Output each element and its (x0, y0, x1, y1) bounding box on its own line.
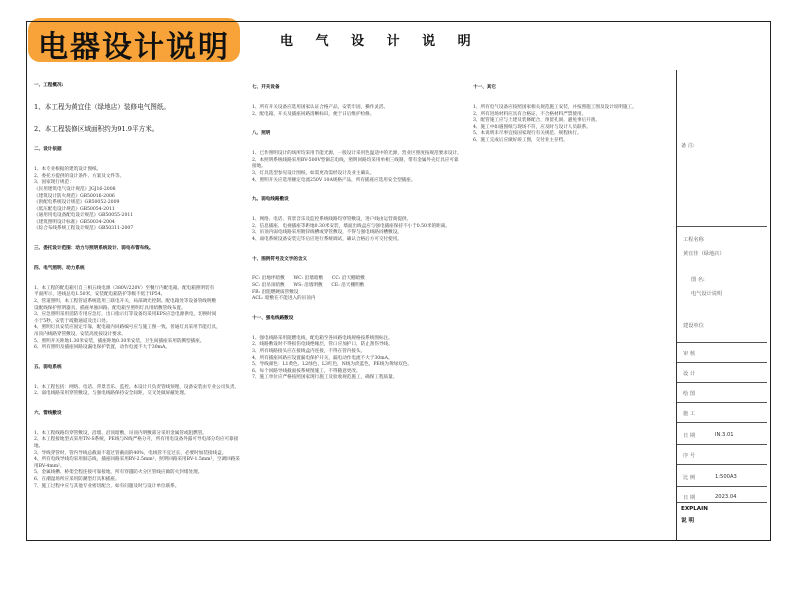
section-heading: 五、弱电系统 (34, 364, 62, 370)
drawing-value: 电气设计说明 (691, 291, 723, 297)
section-heading: 一、工程概况: (34, 83, 64, 89)
client-label: 建设单位 (683, 323, 704, 329)
section-heading: 七、开关设备 (252, 85, 280, 91)
section-heading: 二、设计依据 (34, 147, 62, 153)
divider (677, 444, 767, 445)
divider (677, 464, 767, 465)
legend-table: FC: 沿地坪暗敷 WC: 沿墙暗敷 CC: 沿天棚暗敷 SC: 沿吊顶暗敷 WS: 沿墙明敷 CE: 沿天棚明敷 FR: 沿阻燃硬质管敷设 ACL: 暗敷在不能进入的吊顶内 (252, 276, 365, 302)
overview-line: 2、本工程装修区域面积约为91.9平方米。 (34, 125, 159, 134)
section-body: 1、网络、电话、背景音乐及监控系统线路均穿管敷设，进户线由运营商提供。 2、信息插座、电视插座等距地0.30米安装，墙面出线盒应与强电插座保持不小于0.50米的距离。 3、吊顶内弱电线路采用镀锌线槽或穿管敷设，不得与强电线路同槽敷设。 4、弱电系统设备安装完毕后应进行系统调试，确认合格后方可交付使用。 (252, 217, 450, 242)
divider (677, 362, 767, 363)
review-label: 审 核 (683, 351, 696, 357)
divider (677, 502, 767, 503)
scale-value: 1:500A3 (715, 474, 737, 480)
drawing-label: 图 名: (691, 277, 705, 283)
explain-label-cn: 说 明 (681, 518, 695, 524)
date-value: IN.3.01 (715, 432, 734, 438)
section-heading: 十一、其它 (473, 85, 496, 91)
section-heading: 四、电气照明、动力系统 (34, 266, 85, 272)
construct-label: 施 工 (683, 411, 696, 417)
badge-text: 电器设计说明 (38, 30, 230, 65)
section-body: 1、所有电气设备应按照国家相关规范施工安装，并按照施工图及设计说明施工。 2、所有进场材料应具有合格证，不合格材料严禁使用。 3、配管施工应与土建及装修配合，预留孔洞，避免事后开凿。 4、施工中如遇图纸与现场不符，应及时与设计人员联系。 5、本说明未尽事宜按国家现行有关规范、规程执行。 6、施工完成后应做好竣工图，交付业主存档。 (473, 104, 637, 143)
draw-label: 绘 图 (683, 391, 696, 397)
section-heading: 九、弱电线路敷设 (252, 197, 289, 203)
section-heading: 十一、强电线路敷设 (252, 315, 294, 321)
column-1 (34, 70, 244, 510)
design-label: 设 计 (683, 371, 696, 377)
document-title: 电 气 设 计 说 明 (280, 34, 480, 49)
divider (677, 402, 767, 403)
divider (677, 226, 767, 227)
section-body: 1、本工程的配电箱引自三相五线电源（380V/220V）至餐厅内配电箱。配电箱照明装有 平面所示，进线总电1.50米，安装配电箱防护等级不低于IP54。 2、管道照明，本工程管道系统选用三联电开关，局部调光控制。配电箱处等设备管线明敷 设配线保护照明器具，插座单独回路。配电箱至照明灯具用暗敷管线布置。 3、应急照明采用消防专用应急灯，出口指示灯等设备均采用EPS应急电源供电，切换时间 小于5秒，安装于疏散通道及出口处。 4、照明灯具安装应固定牢靠，配电箱内回路编号应与施工图一致。普通灯具采用节能灯具， 吊顶内线路穿管敷设，安装高度按设计要求。 5、照明开关距地1.30米安装，插座距地0.30米安装，卫生间插座采用防溅型插座。 6、所有照明及插座回路设漏电保护装置，动作电流不大于30mA。 (34, 285, 221, 351)
section-heading: 六、管线敷设 (34, 411, 62, 417)
section-body: 1、强电线路采用阻燃电线，配电箱至各回路电线规格按系统图标注。 2、线路敷设时不得损伤电线绝缘层，管口应加护口，防止刮伤导线。 3、所有线路接头应在接线盒内连接，不得在管内接头。 4、所有插座回路应设置漏电保护开关，漏电动作电流不大于30mA。 5、导线颜色：L1黄色、L2绿色、L3红色，N线为淡蓝色，PE线为黄绿双色。 6、每个回路导线截面按系统图施工，不得随意更改。 7、施工单位应严格按照国家现行施工及验收规范施工，确保工程质量。 (252, 335, 412, 381)
divider (677, 382, 767, 383)
title-block-panel (676, 70, 767, 540)
section-heading: 八、照明 (252, 131, 271, 137)
day-value: 2023.04 (715, 494, 737, 500)
overview-line: 1、本工程为黄宜佳（绿地店）装修电气图纸。 (34, 102, 171, 111)
project-label: 工程名称 (683, 237, 704, 243)
day-label: 日 期 (683, 495, 696, 501)
seq-label: 序 号 (683, 453, 696, 459)
section-body: 1、本专业根据的建筑设计图纸。 2、委托方提供的设计条件、方案及文件等。 3、国家现行规范： 《民用建筑电气设计规范》JGJ16-2008 《建筑设计防火规范》GB50016-2006 《供配电系统设计规范》GB50052-2009 《低压配电设计规范》GB50054-2011 《通用用电设备配电设计规范》GB50055-2011 《建筑照明设计标准》GB50034-2004 《综合布线系统工程设计规范》GB50311-2007 (34, 167, 134, 232)
section-body: 1、本工程线路均穿管敷设，沿墙、沿顶暗敷，吊顶内明敷部分采用金属管或阻燃管。 2、本工程接地型式采用TN-S系统，PE线与N线严格分开，所有用电设备外露可导电部分均应可靠接地。 3、导线穿管时，管内导线总截面不超过管截面的40%，电线管不宜过长，必要时加装接线盒。 4、所有电线导线均采用铜芯线，插座回路采用BV-2.5mm²，照明回路采用BV-1.5mm²，空调回路采用BV-4mm²。 5、金属线槽、桥架全程连接可靠接地，所有穿越防火分区管线应做防火封堵处理。 6、在潮湿场所应采用防潮型灯具和插座。 7、施工过程中应与其他专业密切配合，如有问题及时与设计单位联系。 (34, 430, 240, 489)
section-heading: 三、委托设计范围：动力与照明系统设计、弱电布管布线。 (34, 246, 154, 252)
column-2 (252, 72, 462, 512)
scale-label: 比 例 (683, 475, 696, 481)
section-body: 1、所有开关设备应选用国家认证合格产品，安装牢固，操作灵活。 2、配电箱、开关及插座回路清晰标识，便于日后维护检修。 (252, 104, 389, 117)
note-label: 备 注: (681, 143, 695, 149)
section-heading: 十、图例符号及文字的含义 (252, 256, 308, 262)
project-value: 黄宜佳（绿地店） (683, 251, 725, 257)
date-label: 日 期 (683, 433, 696, 439)
explain-label-en: EXPLAIN (681, 506, 708, 512)
divider (677, 486, 767, 487)
section-body: 1、已作照明设计的场所均采用节能光源，一般设计采用色温适中的光源，营业区照度按规范要求设计。 2、本照明系统线路采用BV-500V型铜芯电线，照明回路均采用单相三线制，带有金属外壳灯具应可靠接地。 3、灯具选型参见设计图纸，如需更改需经设计及业主确认。 4、照明开关应选用额定电流250V 10A规格产品，所有插座应选用安全型插座。 (252, 151, 462, 183)
column-3 (473, 72, 673, 212)
divider (677, 422, 767, 423)
section-body: 1、本工程包括：网络、电话、背景音乐、监控。本设计只负责管线预埋，设备安装由专业公司负责。 2、弱电线路采用穿管敷设，与强电线路保持安全间距，交叉处做屏蔽处理。 (34, 384, 240, 397)
divider (677, 342, 767, 343)
